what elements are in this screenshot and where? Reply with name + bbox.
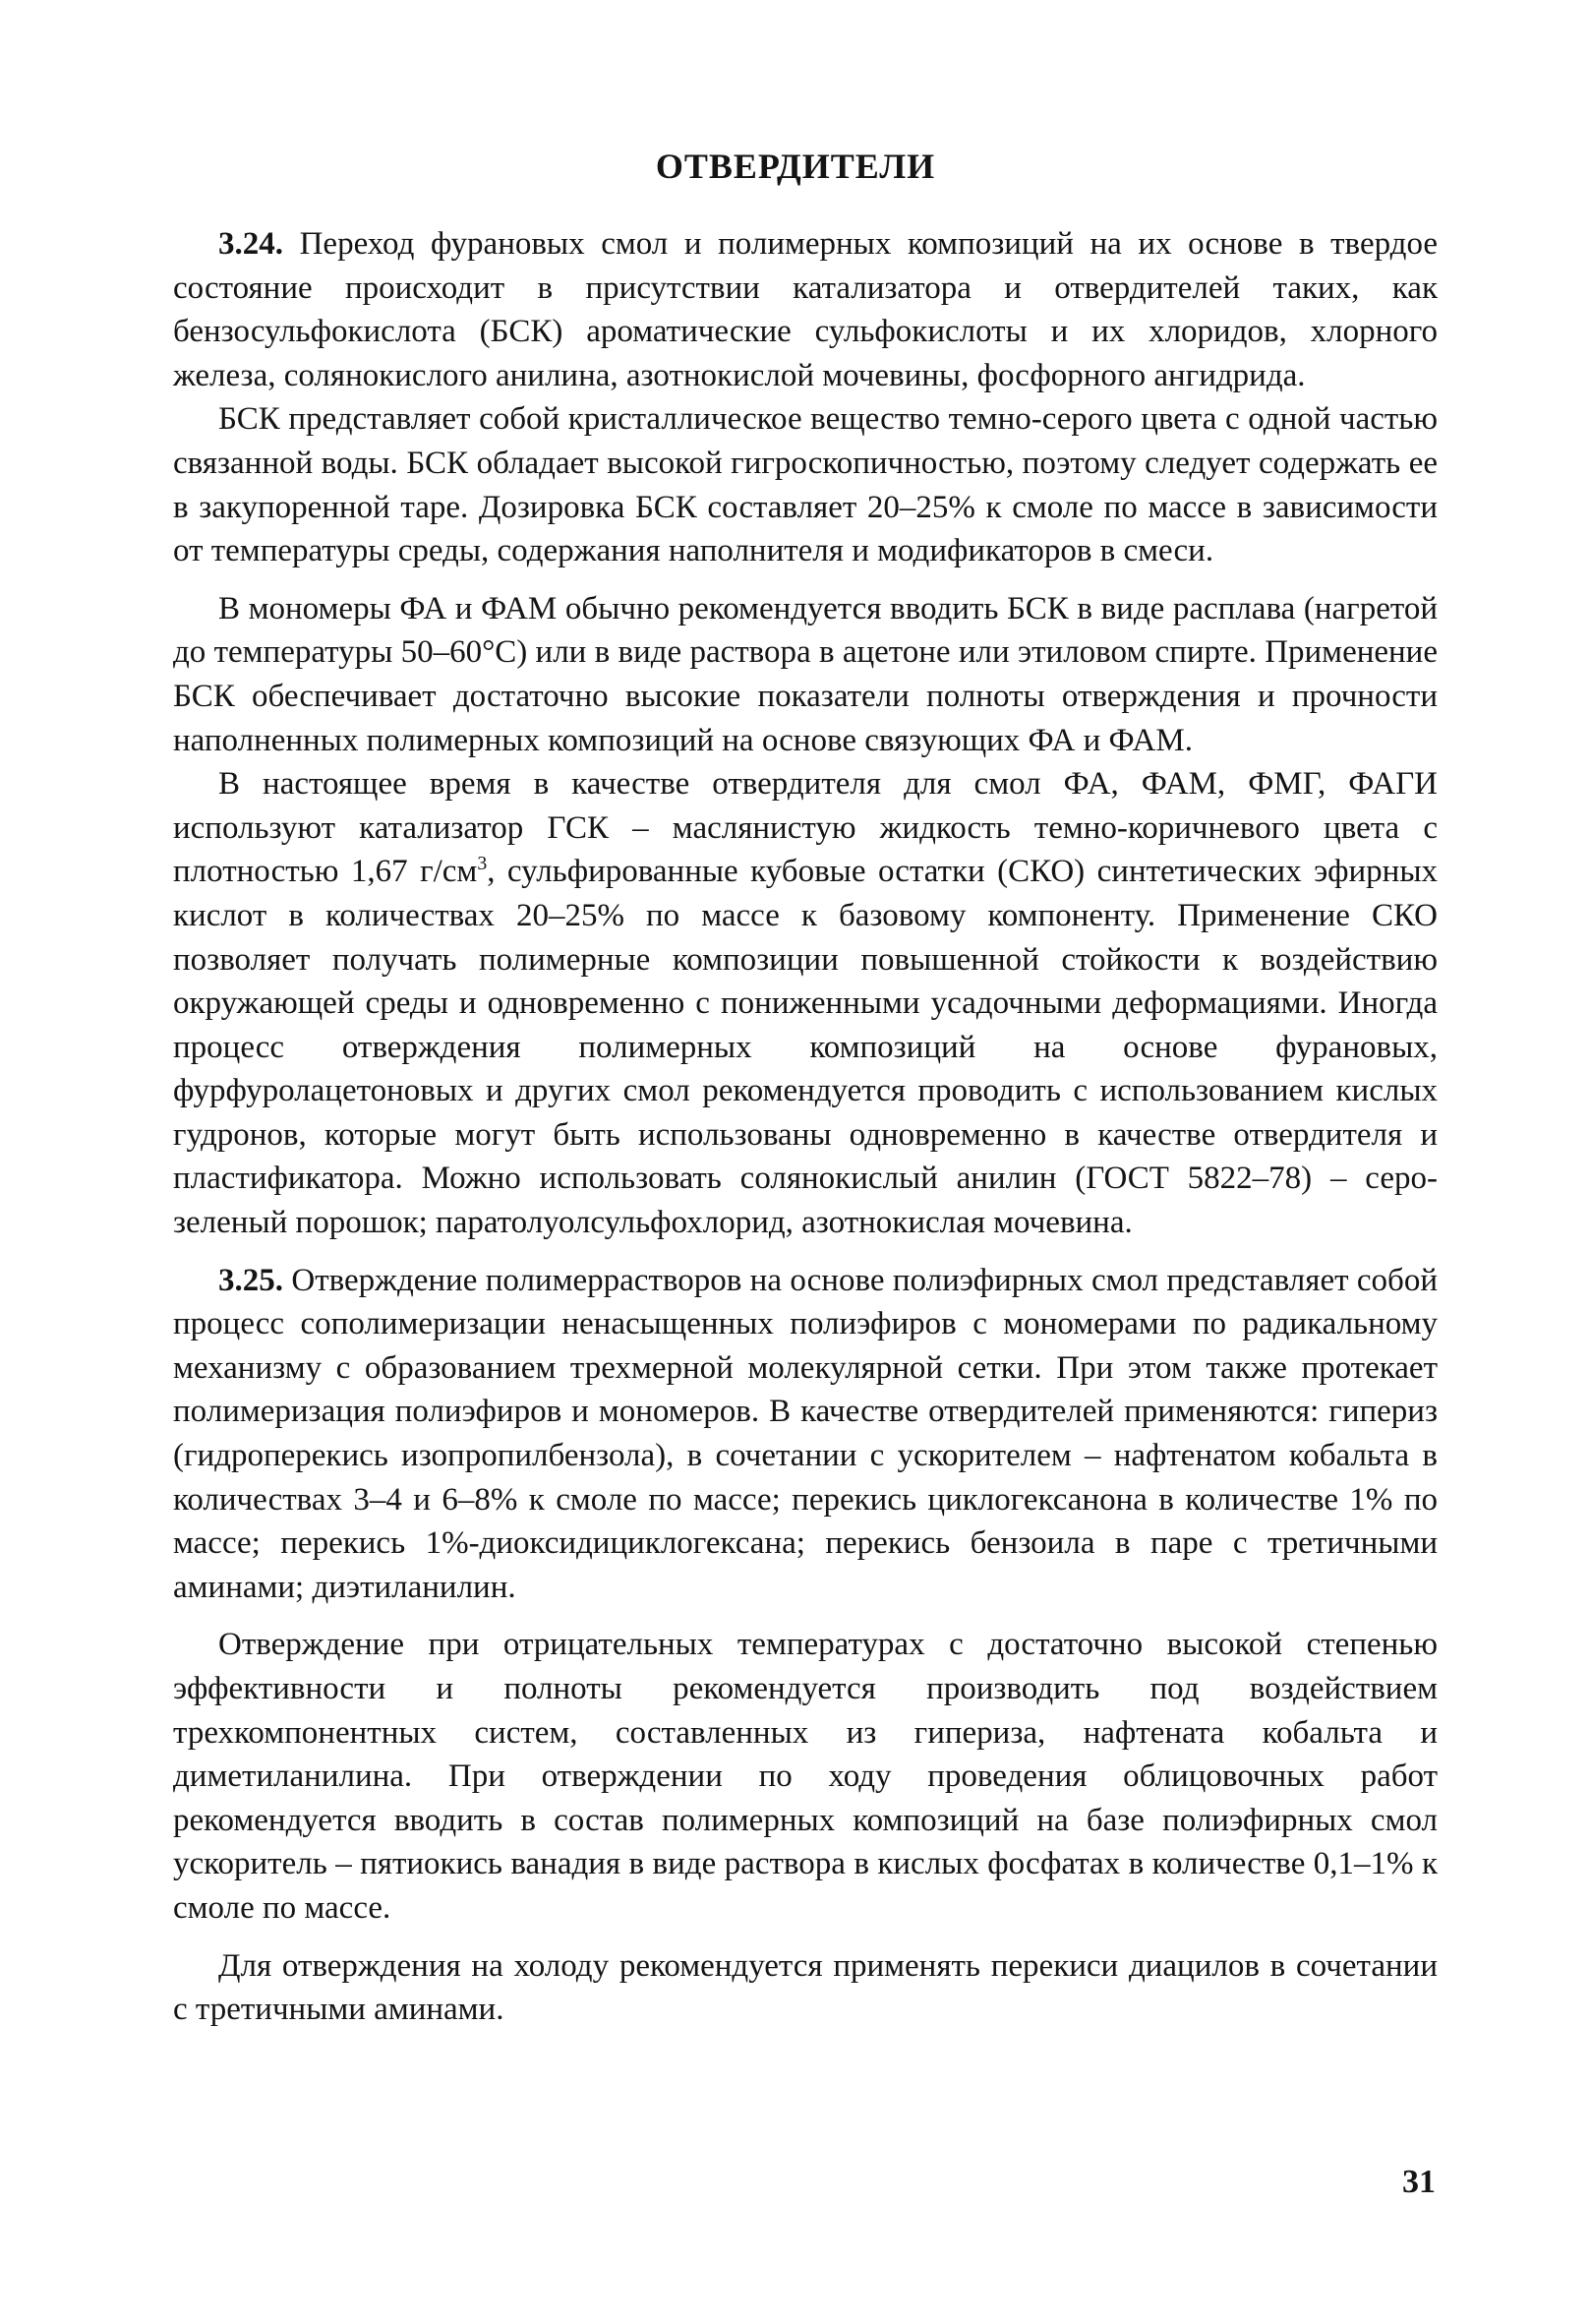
paragraph-bsk-properties bbox=[173, 397, 1438, 572]
paragraph-text: Отверждение полимеррастворов на основе полиэфирных смол представляет собой процесс сополимеризации ненасыщенных полиэфиров с мономерами по радикальному механизму с образованием трехмерной молекулярной сетки. При этом также протекает полимеризация полиэфиров и мономеров. В качестве отвердителей применяются: гипериз (гидроперекись изопропилбензола), в сочетании с ускорителем – нафтенатом кобальта в количествах 3–4 и 6–8% к смоле по массе; перекись циклогексанона в количестве 1% по массе; перекись 1%-диоксидициклогексана; перекись бензоила в паре с третичными аминами; диэтиланилин. bbox=[173, 1262, 1438, 1605]
paragraph-gsk-catalyst bbox=[173, 762, 1438, 1245]
paragraph-text: В настоящее время в качестве отвердителя для смол ФА, ФАМ, ФМГ, ФАГИ используют катализатор ГСК – маслянистую жидкость темно-коричневого цвета с плотностью 1,67 г/см bbox=[173, 766, 1438, 890]
paragraph-3-24 bbox=[173, 222, 1438, 397]
section-heading: ОТВЕРДИТЕЛИ bbox=[655, 147, 936, 186]
body-text bbox=[173, 222, 1438, 2032]
paragraph-cold-curing bbox=[173, 1944, 1438, 2032]
paragraph-text: Переход фурановых смол и полимерных композиций на их основе в твердое состояние происходит в присутствии катализатора и отвердителей таких, как бензосульфокислота (БСК) ароматические сульфокислоты и их хлоридов, хлорного железа, солянокислого анилина, азотнокислой мочевины, фосфорного ангидрида. bbox=[173, 226, 1438, 393]
paragraph-text: В мономеры ФА и ФАМ обычно рекомендуется вводить БСК в виде расплава (нагретой до температуры 50–60°С) или в виде раствора в ацетоне или этиловом спирте. Применение БСК обеспечивает достаточно высокие показатели полноты отверждения и прочности наполненных полимерных композиций на основе связующих ФА и ФАМ. bbox=[173, 590, 1438, 758]
paragraph-text: Отверждение при отрицательных температурах с достаточно высокой степенью эффективности и полноты рекомендуется производить под воздействием трехкомпонентных систем, составленных из гипериза, нафтената кобальта и диметиланилина. При отверждении по ходу проведения облицовочных работ рекомендуется вводить в состав полимерных композиций на базе полиэфирных смол ускоритель – пятиокись ванадия в виде раствора в кислых фосфатах в количестве 0,1–1% к смоле по массе. bbox=[173, 1627, 1438, 1926]
clause-number: 3.24. bbox=[218, 226, 283, 262]
page-number: 31 bbox=[1402, 2164, 1436, 2200]
paragraph-negative-temperatures bbox=[173, 1623, 1438, 1930]
paragraph-3-25 bbox=[173, 1259, 1438, 1610]
superscript: 3 bbox=[477, 853, 488, 875]
clause-number: 3.25. bbox=[218, 1262, 283, 1298]
paragraph-text: БСК представляет собой кристаллическое вещество темно-серого цвета с одной частью связанной воды. БСК обладает высокой гигроскопичностью, поэтому следует содержать ее в закупоренной таре. Дозировка БСК составляет 20–25% к смоле по массе в зависимости от температуры среды, содержания наполнителя и модификаторов в смеси. bbox=[173, 401, 1438, 569]
paragraph-text: Для отверждения на холоду рекомендуется применять перекиси диацилов в сочетании с третичными аминами. bbox=[173, 1947, 1438, 2028]
paragraph-text: , сульфированные кубовые остатки (СКО) синтетических эфирных кислот в количествах 20–25% по массе к базовому компоненту. Применение СКО позволяет получать полимерные композиции повышенной стойкости к воздействию окружающей среды и одновременно с пониженными усадочными деформациями. Иногда процесс отверждения полимерных композиций на основе фурановых, фурфуролацетоновых и других смол рекомендуется проводить с использованием кислых гудронов, которые могут быть использованы одновременно в качестве отвердителя и пластификатора. Можно использовать солянокислый анилин (ГОСТ 5822–78) – серо-зеленый порошок; паратолуолсульфохлорид, азотнокислая мочевина. bbox=[173, 854, 1438, 1241]
paragraph-monomers bbox=[173, 587, 1438, 762]
